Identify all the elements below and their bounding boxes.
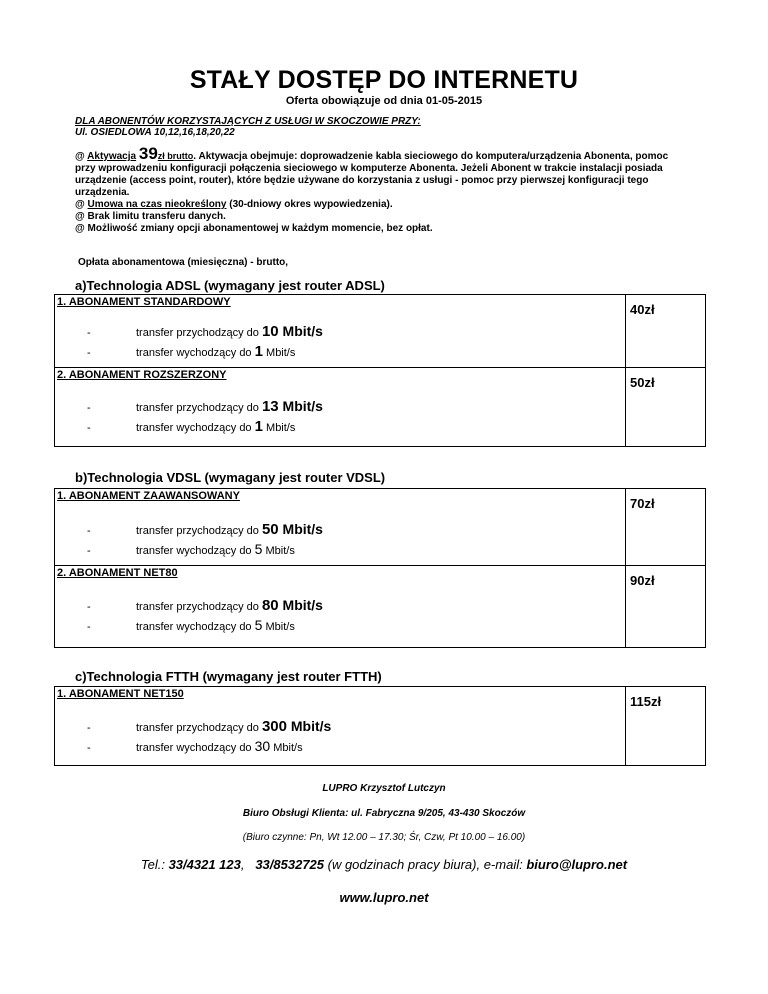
plan-table-ftth xyxy=(54,686,706,766)
plan-name: 1. ABONAMENT ZAAWANSOWANY xyxy=(57,490,240,502)
plan-row xyxy=(55,489,705,565)
at-sign: @ xyxy=(75,199,88,210)
activation-desc: . Aktywacja obejmuje: doprowadzenie kabla sieciowego do komputera/urządzenia Abonenta, pomoc xyxy=(193,151,669,162)
phone-1[interactable]: 33/4321 123 xyxy=(168,857,241,872)
contract-rest: (30-dniowy okres wypowiedzenia). xyxy=(226,199,393,210)
contract-line xyxy=(75,199,700,211)
intro-line-1: DLA ABONENTÓW KORZYSTAJĄCYCH Z USŁUGI W SKOCZOWIE PRZY: xyxy=(75,116,421,127)
plan-table-adsl xyxy=(54,294,706,447)
plan-price: 115zł xyxy=(630,694,662,709)
plan-name: 2. ABONAMENT ROZSZERZONY xyxy=(57,369,227,381)
transfer-limit-line: @ Brak limitu transferu danych. xyxy=(75,211,226,222)
download-speed: - transfer przychodzący do 80 Mbit/s xyxy=(87,597,323,614)
download-speed: - transfer przychodzący do 300 Mbit/s xyxy=(87,718,332,735)
plan-table-vdsl xyxy=(54,488,706,648)
activation-amount: 39 xyxy=(138,144,158,163)
plan-change-line: @ Możliwość zmiany opcji abonamentowej w każdym momencie, bez opłat. xyxy=(75,223,433,234)
activation-link[interactable]: Aktywacja xyxy=(87,151,137,162)
plan-price: 40zł xyxy=(630,302,655,317)
plan-name: 1. ABONAMENT STANDARDOWY xyxy=(57,296,231,308)
section-heading-ftth: c)Technologia FTTH (wymagany jest router FTTH) xyxy=(75,669,382,684)
office-address: Biuro Obsługi Klienta: ul. Fabryczna 9/205, 43-430 Skoczów xyxy=(242,808,526,819)
plan-price: 70zł xyxy=(630,496,655,511)
section-heading-adsl: a)Technologia ADSL (wymagany jest router ADSL) xyxy=(75,278,385,293)
activation-line-2: przy wprowadzeniu konfiguracji połączenia sieciowego w komputerze Abonenta. Jeżeli Abonent w trakcie instalacji posiada xyxy=(75,163,663,174)
fee-note: Opłata abonamentowa (miesięczna) - brutto, xyxy=(78,257,289,268)
download-speed: - transfer przychodzący do 50 Mbit/s xyxy=(87,521,323,538)
download-speed: - transfer przychodzący do 13 Mbit/s xyxy=(87,398,323,415)
activation-line-1 xyxy=(75,144,700,163)
plan-name: 2. ABONAMENT NET80 xyxy=(57,567,178,579)
offer-date: Oferta obowiązuje od dnia 01-05-2015 xyxy=(285,95,483,107)
intro-block xyxy=(75,116,715,138)
company-name: LUPRO Krzysztof Lutczyn xyxy=(322,783,446,794)
website-link[interactable]: www.lupro.net xyxy=(339,890,429,905)
plan-row xyxy=(55,295,705,367)
section-heading-vdsl: b)Technologia VDSL (wymagany jest router VDSL) xyxy=(75,470,386,485)
plan-name: 1. ABONAMENT NET150 xyxy=(57,688,184,700)
email-link[interactable]: biuro@lupro.net xyxy=(526,857,628,872)
upload-speed: - transfer wychodzący do 5 Mbit/s xyxy=(87,541,295,557)
intro-line-2: Ul. OSIEDLOWA 10,12,16,18,20,22 xyxy=(75,127,235,138)
plan-row xyxy=(55,565,705,647)
download-speed: - transfer przychodzący do 10 Mbit/s xyxy=(87,323,323,340)
upload-speed: - transfer wychodzący do 5 Mbit/s xyxy=(87,617,295,633)
upload-speed: - transfer wychodzący do 1 Mbit/s xyxy=(87,418,296,435)
upload-speed: - transfer wychodzący do 30 Mbit/s xyxy=(87,738,303,754)
activation-line-4: urządzenia. xyxy=(75,187,130,198)
activation-line-3: urządzenie (access point, router), które będzie używane do korzystania z usługi - pomoc przy pierwszej konfiguracji tego xyxy=(75,175,649,186)
office-hours: (Biuro czynne: Pn, Wt 12.00 – 17.30; Śr, Czw, Pt 10.00 – 16.00) xyxy=(242,832,526,843)
upload-speed: - transfer wychodzący do 1 Mbit/s xyxy=(87,343,296,360)
contract-link[interactable]: Umowa na czas nieokreślony xyxy=(87,199,227,210)
contact-line: Tel.: 33/4321 123, 33/8532725 (w godzinach pracy biura), e-mail: biuro@lupro.net xyxy=(140,857,628,872)
at-sign: @ xyxy=(75,151,88,162)
page-title: STAŁY DOSTĘP DO INTERNETU xyxy=(189,66,579,94)
plan-row xyxy=(55,687,705,765)
activation-unit: zł brutto xyxy=(157,151,194,161)
activation-block xyxy=(75,144,700,235)
plan-price: 90zł xyxy=(630,573,655,588)
plan-price: 50zł xyxy=(630,375,655,390)
plan-row xyxy=(55,367,705,446)
phone-2[interactable]: 33/8532725 xyxy=(255,857,325,872)
